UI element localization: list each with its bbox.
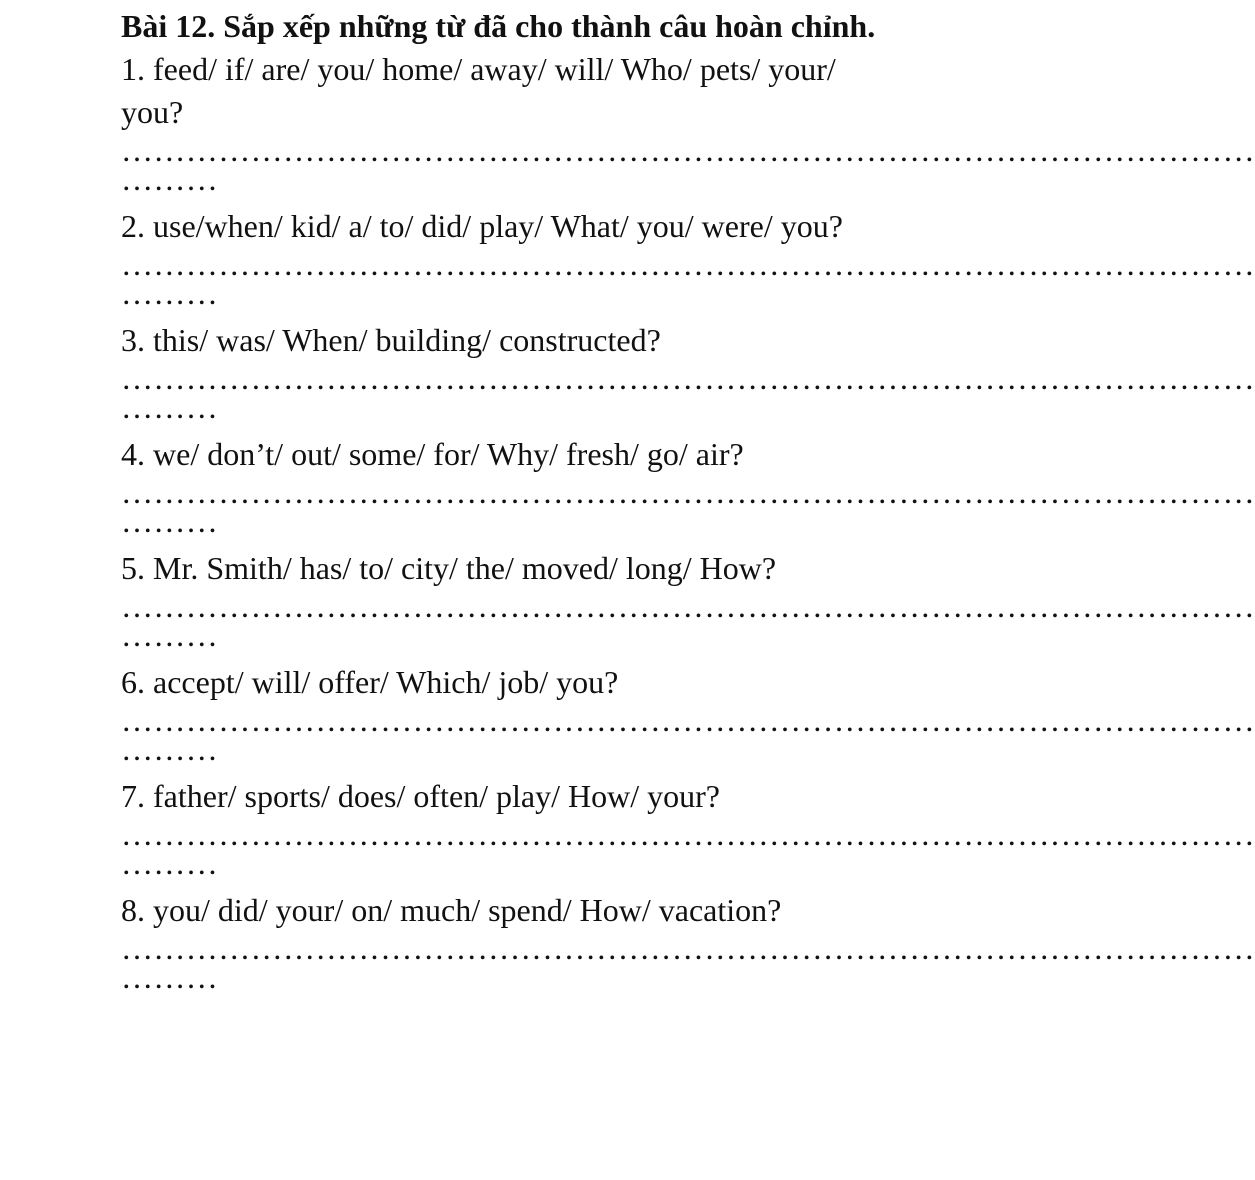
answer-line-2: …………………………………………………………………………………………… [121,246,1255,282]
question-item-3 [121,319,1255,425]
question-item-7 [121,775,1255,881]
exercise-title: Bài 12. Sắp xếp những từ đã cho thành câu hoàn chỉnh. [121,8,876,44]
answer-line-8-continuation: ……… [121,959,219,995]
answer-line-8: …………………………………………………………………………………………… [121,930,1255,966]
question-item-1 [121,48,1255,197]
question-3-text: 3. this/ was/ When/ building/ constructed? [121,322,661,358]
answer-line-1: …………………………………………………………………………………………… [121,132,1255,168]
answer-line-5: …………………………………………………………………………………………… [121,588,1255,624]
answer-line-4: …………………………………………………………………………………………… [121,474,1255,510]
question-8-text: 8. you/ did/ your/ on/ much/ spend/ How/ vacation? [121,892,782,928]
question-2-text: 2. use/when/ kid/ a/ to/ did/ play/ What/ you/ were/ you? [121,208,843,244]
question-5-text: 5. Mr. Smith/ has/ to/ city/ the/ moved/ long/ How? [121,550,777,586]
answer-line-6: …………………………………………………………………………………………… [121,702,1255,738]
question-6-text: 6. accept/ will/ offer/ Which/ job/ you? [121,664,619,700]
answer-line-2-continuation: ……… [121,275,219,311]
worksheet-page [121,4,1255,1003]
answer-line-7: …………………………………………………………………………………………… [121,816,1255,852]
question-1-text: 1. feed/ if/ are/ you/ home/ away/ will/ Who/ pets/ your/ you? [121,51,836,130]
answer-line-3-continuation: ……… [121,389,219,425]
question-4-text: 4. we/ don’t/ out/ some/ for/ Why/ fresh/ go/ air? [121,436,744,472]
answer-line-1-continuation: ……… [121,161,219,197]
question-item-5 [121,547,1255,653]
answer-line-7-continuation: ……… [121,845,219,881]
question-item-2 [121,205,1255,311]
answer-line-3: …………………………………………………………………………………………… [121,360,1255,396]
question-item-8 [121,889,1255,995]
question-item-4 [121,433,1255,539]
answer-line-6-continuation: ……… [121,731,219,767]
answer-line-4-continuation: ……… [121,503,219,539]
question-item-6 [121,661,1255,767]
answer-line-5-continuation: ……… [121,617,219,653]
question-7-text: 7. father/ sports/ does/ often/ play/ How/ your? [121,778,720,814]
